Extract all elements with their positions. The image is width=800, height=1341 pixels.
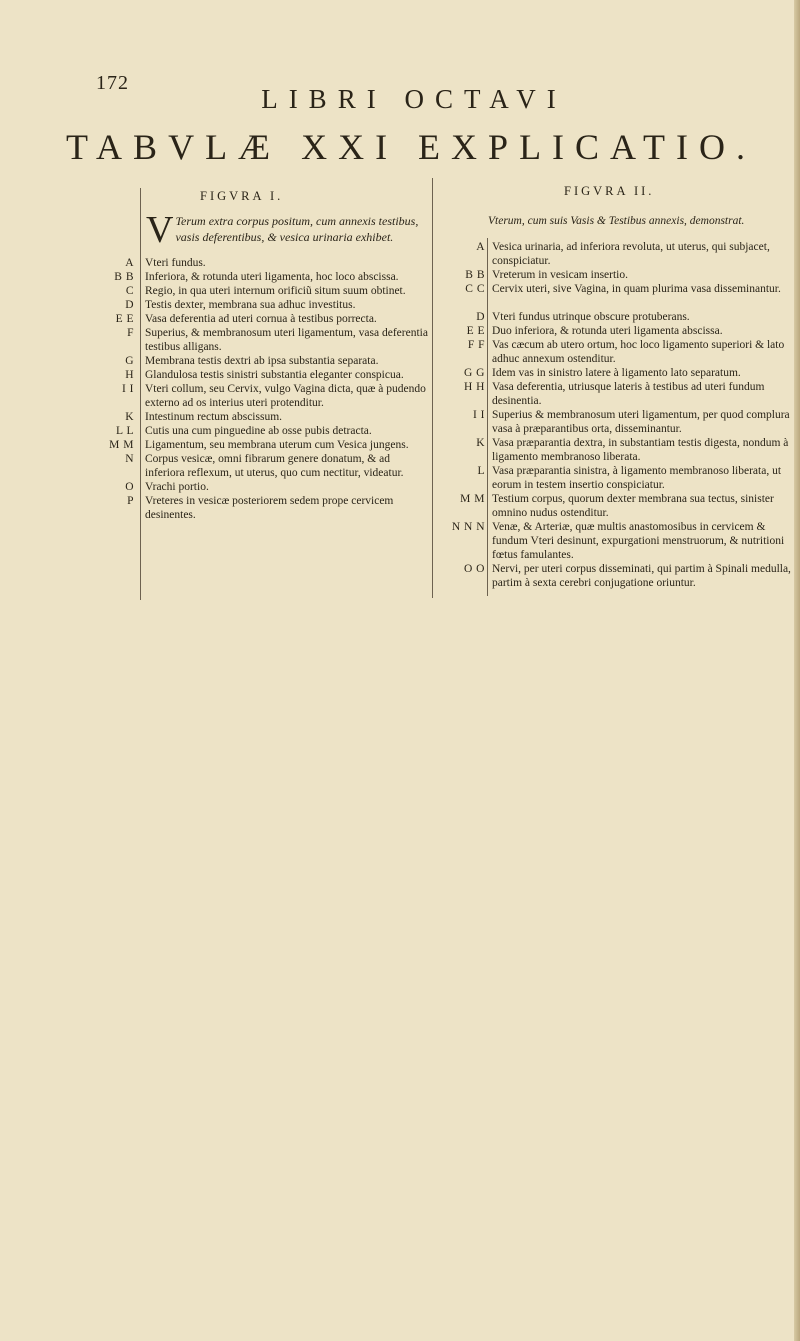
legend-text: Venæ, & Arteriæ, quæ multis anastomosibus in cervicem & fundum Vteri desinunt, expurgationi menstruorum, & nutritioni fœtus famulantes. bbox=[492, 521, 785, 561]
legend-letter: D bbox=[476, 311, 485, 323]
legend-letter: M M bbox=[109, 439, 134, 451]
legend-letter: G bbox=[125, 355, 134, 367]
column-rule-middle bbox=[432, 178, 433, 598]
legend-letter: H bbox=[125, 369, 134, 381]
legend-letter: A bbox=[125, 257, 134, 269]
drop-capital: V bbox=[146, 209, 174, 251]
legend-text: Vreterum in vesicam insertio. bbox=[492, 269, 628, 281]
legend-letter: L bbox=[477, 465, 485, 477]
legend-letter: D bbox=[125, 299, 134, 311]
legend-letter: K bbox=[476, 437, 485, 449]
legend-text: Vteri fundus. bbox=[145, 257, 206, 269]
main-title: TABVLÆ XXI EXPLICATIO. bbox=[65, 127, 757, 167]
legend-text: Vteri collum, seu Cervix, vulgo Vagina dicta, quæ à pudendo externo ad os interius uteri protenditur. bbox=[145, 383, 426, 409]
figure-one-intro-text: Terum extra corpus positum, cum annexis testibus, vasis deferentibus, & vesica urinaria exhibet. bbox=[175, 214, 419, 244]
legend-letter: M M bbox=[460, 493, 485, 505]
page-edge bbox=[794, 0, 800, 1341]
legend-letter: I I bbox=[472, 409, 485, 421]
column-rule-right bbox=[487, 238, 488, 596]
legend-letter: N bbox=[125, 453, 134, 465]
legend-letter: O O bbox=[464, 563, 485, 575]
legend-text: Corpus vesicæ, omni fibrarum genere donatum, & ad inferiora reflexum, ut uterus, quo cum nectitur, videatur. bbox=[145, 453, 404, 479]
legend-letter: G G bbox=[464, 367, 485, 379]
legend-text: Vreteres in vesicæ posteriorem sedem prope cervicem desinentes. bbox=[145, 495, 394, 521]
legend-letter: H H bbox=[464, 381, 485, 393]
legend-text: Vasa deferentia, utriusque lateris à testibus ad uteri fundum desinentia. bbox=[492, 381, 765, 407]
legend-letter: P bbox=[127, 495, 134, 507]
legend-text: Vrachi portio. bbox=[145, 481, 209, 493]
legend-letter: B B bbox=[114, 271, 134, 283]
figure-two-title: FIGVRA II. bbox=[564, 184, 655, 198]
legend-text: Superius, & membranosum uteri ligamentum, vasa deferentia testibus alligans. bbox=[145, 327, 428, 353]
legend-text: Inferiora, & rotunda uteri ligamenta, hoc loco abscissa. bbox=[145, 271, 399, 283]
legend-text: Nervi, per uteri corpus disseminati, qui partim à Spinali medulla, partim à sexta cerebri conjugatione oriuntur. bbox=[492, 563, 791, 589]
legend-text: Vasa præparantia sinistra, à ligamento membranoso liberata, ut eorum in testem insertio conspiciatur. bbox=[492, 465, 782, 491]
legend-text: Superius & membranosum uteri ligamentum, per quod complura vasa à præparantibus orta, disseminantur. bbox=[492, 409, 790, 435]
figure-one-title: FIGVRA I. bbox=[200, 189, 284, 203]
legend-letter: F bbox=[127, 327, 134, 339]
legend-letter: L L bbox=[116, 425, 134, 437]
figure-two-intro: Vterum, cum suis Vasis & Testibus annexis, demonstrat. bbox=[488, 215, 745, 227]
column-rule-left bbox=[140, 188, 141, 600]
legend-text: Testis dexter, membrana sua adhuc investitus. bbox=[145, 299, 356, 311]
legend-text: Vesica urinaria, ad inferiora revoluta, ut uterus, qui subjacet, conspiciatur. bbox=[492, 241, 770, 267]
legend-letter: O bbox=[125, 481, 134, 493]
figure-one-intro bbox=[146, 209, 430, 251]
legend-text: Duo inferiora, & rotunda uteri ligamenta abscissa. bbox=[492, 325, 723, 337]
legend-text: Membrana testis dextri ab ipsa substantia separata. bbox=[145, 355, 379, 367]
legend-text: Cutis una cum pinguedine ab osse pubis detracta. bbox=[145, 425, 372, 437]
legend-letter: C bbox=[125, 285, 134, 297]
legend-text: Vasa præparantia dextra, in substantiam testis digesta, nondum à ligamento membranoso liberata. bbox=[492, 437, 789, 463]
legend-letter: K bbox=[125, 411, 134, 423]
legend-letter: C C bbox=[465, 283, 485, 295]
running-head: LIBRI OCTAVI bbox=[261, 84, 567, 114]
legend-text: Cervix uteri, sive Vagina, in quam plurima vasa disseminantur. bbox=[492, 283, 781, 295]
legend-text: Vasa deferentia ad uteri cornua à testibus porrecta. bbox=[145, 313, 377, 325]
legend-letter: A bbox=[476, 241, 485, 253]
legend-text: Vas cæcum ab utero ortum, hoc loco ligamento superiori & lato adhuc annexum ostenditur. bbox=[492, 339, 785, 365]
legend-letter: E E bbox=[115, 313, 134, 325]
legend-text: Ligamentum, seu membrana uterum cum Vesica jungens. bbox=[145, 439, 409, 451]
legend-text: Regio, in qua uteri internum orificiũ situm suum obtinet. bbox=[145, 285, 406, 297]
legend-letter: E E bbox=[466, 325, 485, 337]
page-number: 172 bbox=[96, 72, 129, 94]
legend-text: Idem vas in sinistro latere à ligamento lato separatum. bbox=[492, 367, 741, 379]
legend-text: Testium corpus, quorum dexter membrana sua tectus, sinister omnino nudus ostenditur. bbox=[492, 493, 774, 519]
legend-letter: F F bbox=[467, 339, 485, 351]
legend-letter: B B bbox=[465, 269, 485, 281]
legend-text: Glandulosa testis sinistri substantia eleganter conspicua. bbox=[145, 369, 404, 381]
legend-letter: N N N bbox=[451, 521, 485, 533]
legend-text: Intestinum rectum abscissum. bbox=[145, 411, 283, 423]
legend-text: Vteri fundus utrinque obscure protuberans. bbox=[492, 311, 690, 323]
legend-letter: I I bbox=[121, 383, 134, 395]
